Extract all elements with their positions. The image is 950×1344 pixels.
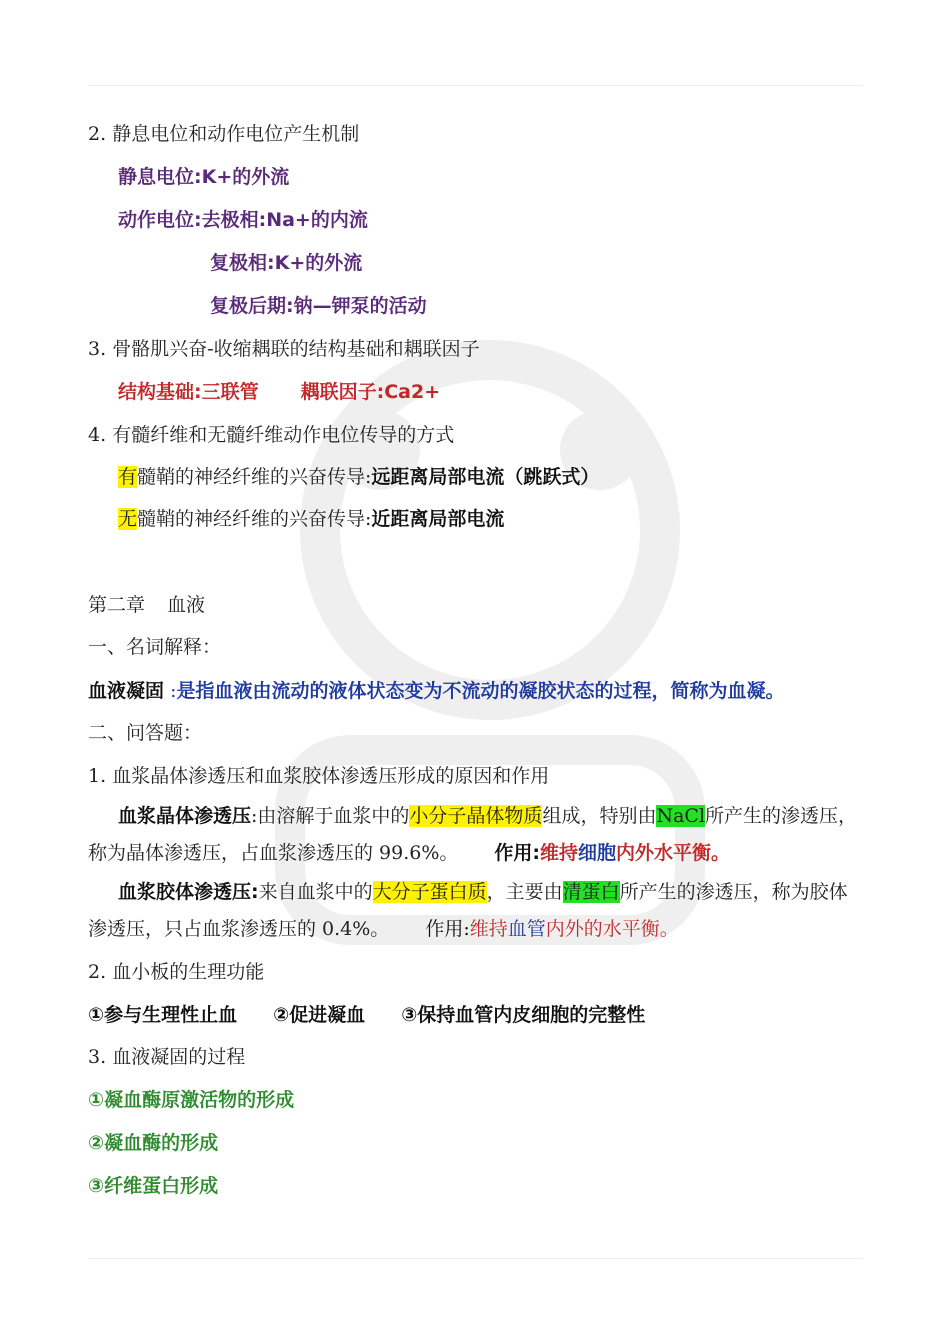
question-title: 血小板的生理功能 <box>112 961 265 983</box>
role-label: 作用: <box>494 842 541 864</box>
part-heading: 二、问答题： <box>88 722 203 744</box>
conduction-mode: 远距离局部电流（跳跃式） <box>371 466 600 488</box>
section-number: 3. <box>88 338 107 360</box>
question-title: 血液凝固的过程 <box>112 1046 246 1068</box>
chapter-title <box>88 591 870 619</box>
myelinated-line <box>118 463 870 491</box>
role-label: 作用: <box>425 918 470 940</box>
action-potential-line: 动作电位:去极相:Na+的内流 <box>118 209 368 231</box>
list-item: ③纤维蛋白形成 <box>88 1175 219 1197</box>
question-number: 3. <box>88 1046 107 1068</box>
conduction-text: 髓鞘的神经纤维的兴奋传导: <box>137 508 372 530</box>
role-text: 内外的水平衡。 <box>545 918 679 940</box>
repolarization-line: 复极相:K+的外流 <box>210 252 363 274</box>
structural-basis: 结构基础:三联管 <box>118 381 259 403</box>
text: 所产生的渗透压，称为胶体渗透压，只占血浆渗透压的 0.4%。 <box>88 881 848 940</box>
highlight-text: 无 <box>118 508 138 530</box>
chapter-number: 第二章 <box>88 594 146 616</box>
text: 组成，特别由 <box>542 805 657 827</box>
highlight-text: NaCl <box>656 805 706 827</box>
highlight-text: 小分子晶体物质 <box>409 805 543 827</box>
question-number: 2. <box>88 961 107 983</box>
footer-rule <box>88 1258 863 1259</box>
question-heading <box>88 762 870 790</box>
role-text: 细胞 <box>578 842 617 864</box>
list-item: ③保持血管内皮细胞的完整性 <box>401 1004 646 1026</box>
coupling-line <box>118 378 870 406</box>
term: 血液凝固 <box>88 680 165 702</box>
role-text: 血管 <box>507 918 546 940</box>
definition: 是指血液由流动的液体状态变为不流动的凝胶状态的过程，简称为血凝。 <box>176 680 785 702</box>
section-title: 有髓纤维和无髓纤维动作电位传导的方式 <box>112 424 455 446</box>
chapter-name: 血液 <box>167 594 206 616</box>
section-heading <box>88 421 870 449</box>
conduction-text: 髓鞘的神经纤维的兴奋传导: <box>137 466 372 488</box>
part-heading: 一、名词解释： <box>88 636 222 658</box>
text: 来自血浆中的 <box>258 881 373 903</box>
section-title: 骨骼肌兴奋-收缩耦联的结构基础和耦联因子 <box>112 338 480 360</box>
section-title: 静息电位和动作电位产生机制 <box>112 123 360 145</box>
question-heading <box>88 1043 870 1071</box>
after-repolarization-line: 复极后期:钠—钾泵的活动 <box>210 295 427 317</box>
highlight-text: 有 <box>118 466 138 488</box>
question-number: 1. <box>88 765 107 787</box>
list-item: ②凝血酶的形成 <box>88 1132 219 1154</box>
unmyelinated-line <box>118 505 870 533</box>
list-item: ①参与生理性止血 <box>88 1004 238 1026</box>
platelet-functions <box>88 1001 870 1029</box>
crystal-osmotic-paragraph <box>88 798 864 872</box>
role-text: 内外水平衡。 <box>616 842 731 864</box>
conduction-mode: 近距离局部电流 <box>371 508 505 530</box>
text: ，主要由 <box>486 881 563 903</box>
role-text: 维持 <box>540 842 579 864</box>
text: 所产生的渗透压，称为晶体渗透压，占血浆渗透压的 99.6%。 <box>88 805 858 864</box>
question-title: 血浆晶体渗透压和血浆胶体渗透压形成的原因和作用 <box>112 765 550 787</box>
section-heading <box>88 335 870 363</box>
coupling-factor: 耦联因子:Ca2+ <box>300 381 441 403</box>
text: :由溶解于血浆中的 <box>251 805 410 827</box>
role-text: 维持 <box>469 918 508 940</box>
highlight-text: 清蛋白 <box>562 881 620 903</box>
question-heading <box>88 958 870 986</box>
list-item: ②促进凝血 <box>273 1004 366 1026</box>
term-definition <box>88 677 870 705</box>
header-rule <box>88 85 863 86</box>
term-separator: : <box>170 680 177 702</box>
section-number: 2. <box>88 123 107 145</box>
section-number: 4. <box>88 424 107 446</box>
resting-potential-line: 静息电位:K+的外流 <box>118 166 290 188</box>
term: 血浆晶体渗透压 <box>118 805 252 827</box>
list-item: ①凝血酶原激活物的形成 <box>88 1089 295 1111</box>
term: 血浆胶体渗透压: <box>118 881 259 903</box>
highlight-text: 大分子蛋白质 <box>372 881 487 903</box>
colloid-osmotic-paragraph <box>88 874 864 948</box>
section-heading <box>88 120 870 148</box>
